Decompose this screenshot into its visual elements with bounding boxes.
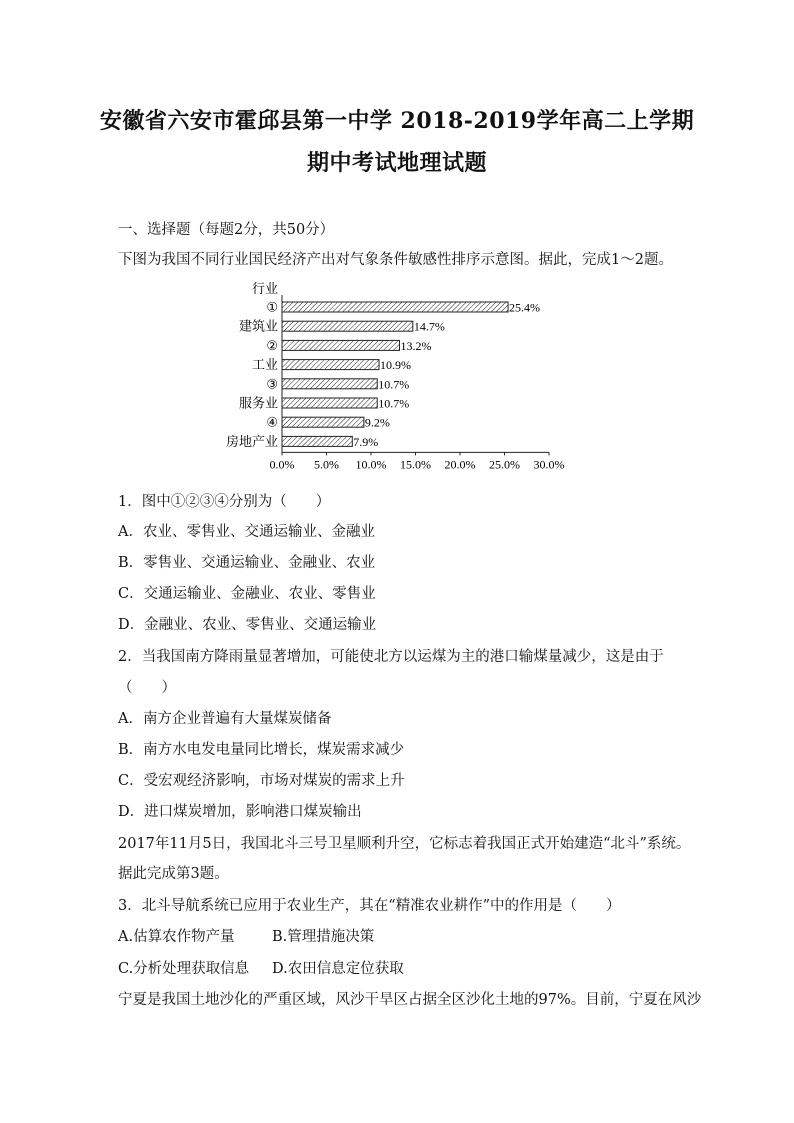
q1-option-d: D．金融业、农业、零售业、交通运输业 [118, 617, 377, 633]
q2-option-c: C．受宏观经济影响，市场对煤炭的需求上升 [118, 773, 405, 789]
bar-value-label: 14.7% [413, 319, 445, 334]
x-tick-label: 5.0% [314, 457, 339, 472]
bar [282, 340, 399, 350]
q1-option-c: C．交通运输业、金融业、农业、零售业 [118, 586, 376, 602]
q2-stem-continuation: （ ） [118, 680, 176, 696]
y-axis-title: 行业 [251, 281, 278, 296]
sensitivity-bar-chart [200, 276, 600, 476]
bar [282, 417, 364, 427]
document-title-line2: 期中考试地理试题 [306, 150, 487, 176]
bar [282, 398, 377, 408]
category-label: ① [266, 299, 278, 315]
category-label: ③ [266, 376, 278, 392]
q3-option-b: B.管理措施决策 [272, 929, 375, 945]
q2-option-d: D．进口煤炭增加，影响港口煤炭输出 [118, 804, 362, 820]
q1-stem: 1．图中①②③④分别为（ ） [118, 494, 331, 510]
bar-value-label: 7.9% [353, 434, 379, 449]
intro-text-1: 下图为我国不同行业国民经济产出对气象条件敏感性排序示意图。据此，完成1～2题。 [118, 252, 673, 268]
x-tick-label: 0.0% [269, 457, 295, 472]
category-label: ② [266, 337, 278, 353]
section-heading: 一、选择题（每题2分，共50分） [118, 222, 335, 238]
bar-value-label: 9.2% [364, 415, 390, 430]
category-label: 工业 [251, 357, 278, 373]
bar-value-label: 25.4% [509, 300, 541, 315]
x-tick-label: 15.0% [400, 457, 431, 472]
intro-text-2: 2017年11月5日，我国北斗三号卫星顺利升空，它标志着我国正式开始建造“北斗”系统。 [118, 836, 691, 852]
document-title-line1: 安徽省六安市霍邱县第一中学 2018-2019学年高二上学期 [99, 108, 695, 134]
q2-option-b: B．南方水电发电量同比增长，煤炭需求减少 [118, 742, 405, 758]
q3-stem: 3．北斗导航系统已应用于农业生产，其在“精准农业耕作”中的作用是（ ） [118, 898, 621, 914]
q3-option-d: D.农田信息定位获取 [272, 961, 404, 977]
category-label: ④ [266, 414, 278, 430]
bar-value-label: 10.9% [380, 358, 412, 373]
x-tick-label: 25.0% [489, 457, 520, 472]
category-label: 房地产业 [225, 433, 278, 449]
x-tick-label: 30.0% [533, 457, 565, 472]
q1-option-a: A．农业、零售业、交通运输业、金融业 [118, 524, 375, 540]
category-label: 建筑业 [238, 318, 278, 334]
x-tick-label: 10.0% [355, 457, 387, 472]
q2-option-a: A．南方企业普遍有大量煤炭储备 [118, 711, 332, 727]
bar [282, 379, 377, 389]
bar [282, 436, 352, 446]
bar-value-label: 13.2% [400, 338, 432, 353]
q1-option-b: B．零售业、交通运输业、金融业、农业 [118, 555, 376, 571]
q3-option-c: C.分析处理获取信息 [118, 961, 250, 977]
bar-value-label: 10.7% [378, 377, 410, 392]
intro-text-2-cont: 据此完成第3题。 [118, 866, 229, 882]
q2-stem: 2．当我国南方降雨量显著增加，可能使北方以运煤为主的港口输煤量减少，这是由于 [118, 649, 664, 665]
bar [282, 302, 508, 312]
bar [282, 321, 413, 331]
bar [282, 360, 379, 370]
intro-text-3: 宁夏是我国土地沙化的严重区域，风沙干旱区占据全区沙化土地的97%。目前，宁夏在风沙 [118, 992, 702, 1008]
bar-value-label: 10.7% [378, 396, 410, 411]
category-label: 服务业 [238, 395, 278, 411]
q3-option-a: A.估算农作物产量 [118, 929, 235, 945]
x-tick-label: 20.0% [444, 457, 476, 472]
